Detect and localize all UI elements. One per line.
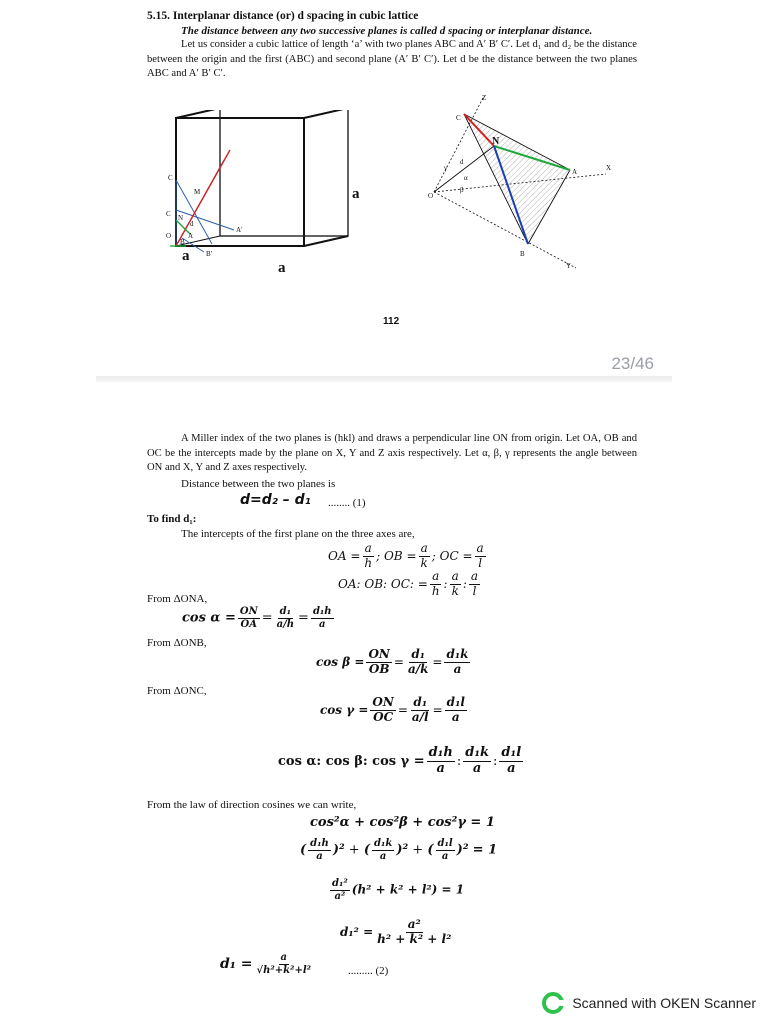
cos-beta-equation: cos β = $\frac{ON}{OB}$ = $\frac{\text{d₁}}{a/k}$ = $\frac{\text{d₁k}}{a}$ [316, 647, 469, 676]
page-number: 112 [383, 316, 400, 327]
axes-label-n: N [492, 136, 500, 147]
simplified-equation: $\frac{\text{d₁²}}{\text{a²}}$ (h² + k² + l²) = 1 [332, 878, 465, 902]
cube-edge-label-bottom: a [278, 260, 286, 276]
cube-edge-label-right: a [352, 186, 360, 202]
axis-label-x: X [606, 164, 612, 172]
substituted-equation: ( $\frac{\text{d₁h}}{a}$ )² + ( $\frac{\text{d₁k}}{a}$ )² + ( $\frac{\text{d₁l}}{a}$ )² = 1 [300, 838, 498, 862]
intro-paragraph: Let us consider a cubic lattice of length ‘a’ with two planes ABC and A′ B′ C′. Let d₁ and d₂ be the distance between the origin and the first (ABC) and second plane (A′ B′ C′). Let d be the distance between the two planes ABC and A′ B′ C′. [147, 39, 637, 79]
cube-figure [160, 110, 370, 280]
d1-final-equation: d₁ = $\frac{a}{\text{√h²+k²+l²}}$ [220, 952, 311, 976]
axes-label-d: d [460, 158, 464, 166]
cos-ratio-equation: cos α: cos β: cos γ = $\frac{\text{d₁h}}{a}$ : $\frac{\text{d₁k}}{a}$ : $\frac{\text{d₁l}}{a}$ [278, 745, 522, 776]
axes-label-beta: β [460, 186, 464, 194]
equation-2-ref: ......... (2) [348, 965, 389, 977]
page-counter: 23/46 [611, 354, 654, 373]
page-divider [96, 376, 672, 382]
intercepts-ratio: OA: OB: OC: = $\frac{a}{h}$ : $\frac{a}{k}$ : $\frac{a}{l}$ [338, 569, 479, 598]
direction-cosines-equation: cos²α + cos²β + cos²γ = 1 [310, 815, 495, 830]
law-text: From the law of direction cosines we can write, [147, 799, 357, 811]
d1-squared-equation: d₁² = $\frac{\text{a²}}{\text{h² + k² + l²}}$ [340, 917, 452, 946]
document-page-113 [0, 392, 768, 1024]
from-onc-label: From ΔONC, [147, 685, 207, 697]
cube-label-d: d [190, 220, 194, 228]
axes-label-alpha: α [464, 174, 468, 182]
equation-1: d=d₂ – d₁ [240, 492, 311, 508]
axes-label-a: A [572, 168, 578, 176]
from-ona-label: From ΔONA, [147, 593, 208, 605]
cube-edge-label-left: a [182, 248, 190, 264]
intercepts-text: The intercepts of the first plane on the three axes are, [181, 528, 415, 540]
axis-label-z: Z [482, 94, 487, 102]
definition-text: The distance between any two successive planes is called d spacing or interplanar distance. [181, 25, 593, 37]
axes-label-c: C [456, 114, 461, 122]
scanner-watermark [542, 992, 756, 1014]
equation-1-ref: ........ (1) [328, 497, 366, 509]
intercepts-equation: OA = $\frac{a}{h}$ ; OB = $\frac{a}{k}$ ; OC = $\frac{a}{l}$ [328, 541, 484, 570]
axes-label-gamma: γ [444, 164, 448, 172]
axes-label-b: B [520, 250, 525, 258]
cube-label-n: N [178, 214, 184, 222]
scanner-text: Scanned with OKEN Scanner [572, 995, 756, 1011]
from-onb-label: From ΔONB, [147, 637, 207, 649]
cos-gamma-equation: cos γ = $\frac{ON}{OC}$ = $\frac{\text{d₁}}{a/l}$ = $\frac{\text{d₁l}}{a}$ [320, 695, 465, 724]
cos-alpha-equation: cos α = $\frac{ON}{OA}$ = $\frac{\text{d₁}}{a/h}$ = $\frac{\text{d₁h}}{a}$ [182, 606, 332, 630]
cube-label-a-prime: A′ [236, 226, 243, 234]
miller-paragraph: A Miller index of the two planes is (hkl) and draws a perpendicular line ON from origin. Let OA, OB and OC be the intercepts made by the plane on X, Y and Z axis respectively. Let α, β, γ represents the angle between ON and X, Y and Z axes respectively. [147, 433, 637, 473]
distance-text: Distance between the two planes is [181, 478, 336, 490]
cube-label-c2: C [166, 210, 171, 218]
cube-label-a: A [188, 232, 194, 240]
axes-figure [420, 92, 620, 272]
cube-label-m: M [194, 188, 201, 196]
cube-label-c1: C [168, 174, 173, 182]
cube-label-o: O [166, 232, 172, 240]
axes-label-o: O [428, 192, 434, 200]
cube-label-b-prime: B′ [206, 250, 213, 258]
section-heading: 5.15. Interplanar distance (or) d spacing in cubic lattice [147, 10, 419, 22]
oken-scanner-logo-icon [542, 992, 564, 1014]
to-find-heading: To find d₁: [147, 513, 197, 525]
cube-label-b: B [180, 238, 185, 246]
axis-label-y: Y [566, 262, 572, 270]
document-page-112 [0, 0, 768, 372]
